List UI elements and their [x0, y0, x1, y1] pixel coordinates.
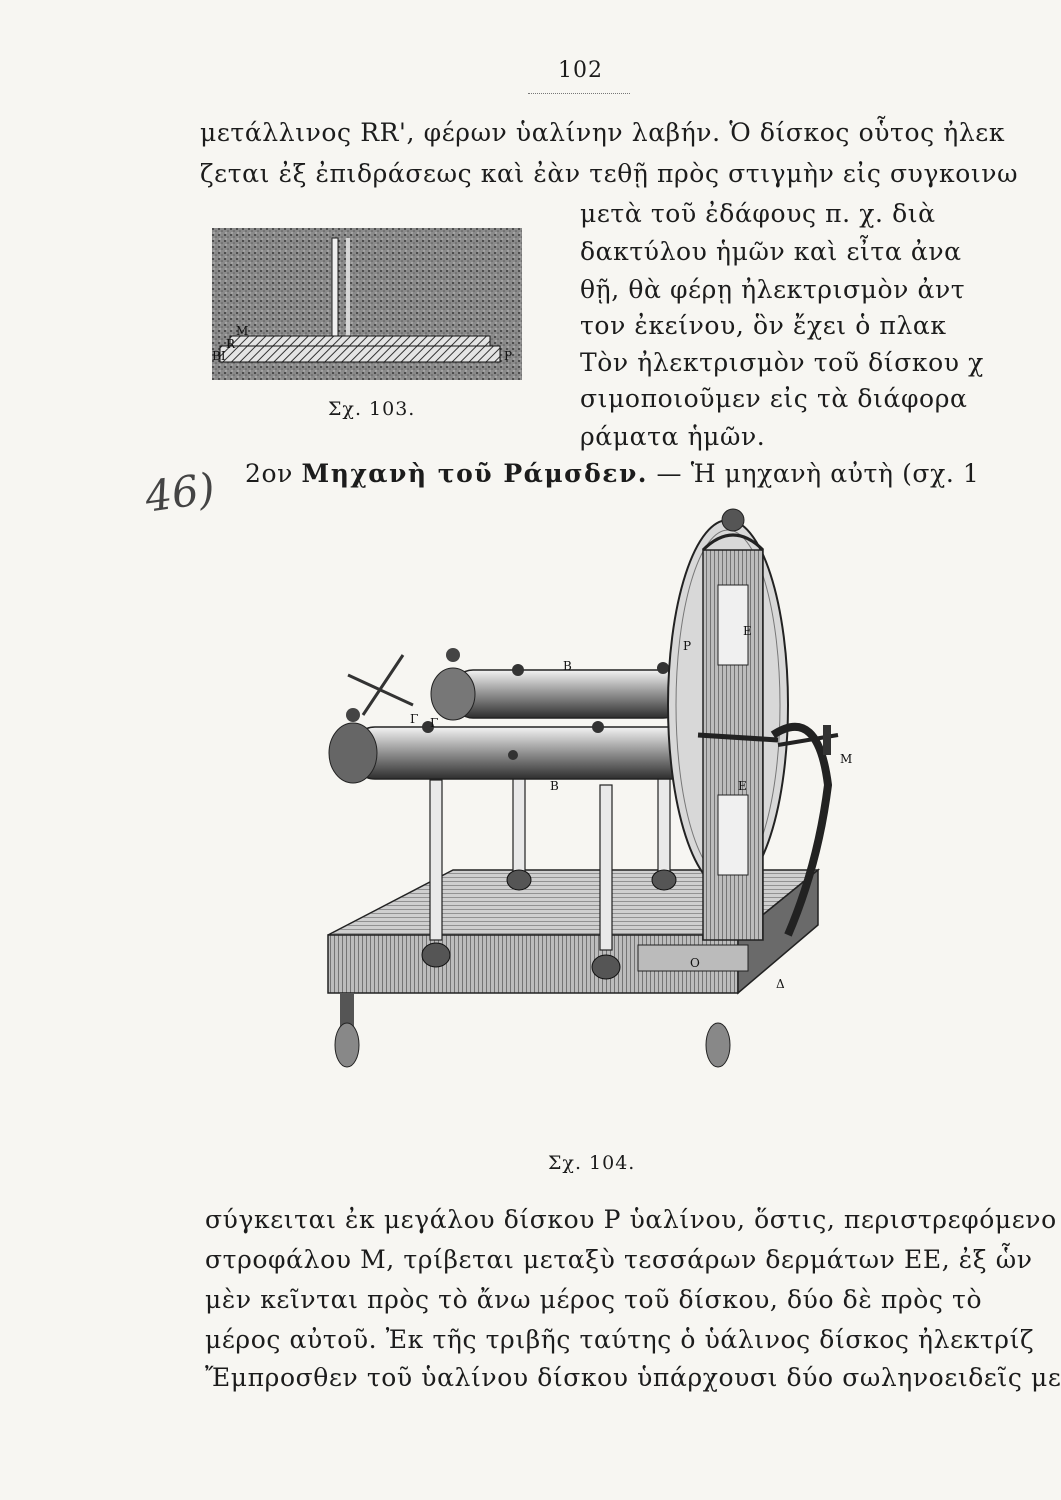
- text-line-right-2: δακτύλου ἡμῶν καὶ εἶτα ἀνα: [580, 237, 962, 266]
- text-line-right-1: μετὰ τοῦ ἐδάφους π. χ. διὰ: [580, 199, 936, 228]
- text-line-top-1: μετάλλινος RR', φέρων ὑαλίνην λαβήν. Ὁ δίσκος οὗτος ἠλεκ: [200, 118, 1006, 147]
- fig104-label-gamma-2: Γ: [430, 716, 439, 730]
- fig104-label-delta: Δ: [776, 977, 785, 991]
- text-line-right-3: θῇ, θὰ φέρῃ ἠλεκτρισμὸν ἀντ: [580, 275, 966, 304]
- fig103-label-p: P: [504, 349, 513, 363]
- fig104-label-p: P: [683, 639, 692, 653]
- text-line-right-6: σιμοποιοῦμεν εἰς τὰ διάφορα: [580, 384, 968, 413]
- fig104-label-e-top: E: [743, 624, 752, 638]
- text-line-right-7: ράματα ἡμῶν.: [580, 422, 766, 451]
- fig104-label-m: M: [840, 752, 853, 766]
- section-title: Μηχανὴ τοῦ Ράμσδεν.: [301, 459, 649, 488]
- fig104-label-b-bottom: B: [550, 779, 559, 793]
- fig104-label-o: O: [690, 956, 700, 970]
- figure-104-caption: Σχ. 104.: [548, 1152, 636, 1174]
- section-heading-line: [245, 459, 979, 488]
- text-line-bottom-2: στροφάλου M, τρίβεται μεταξὺ τεσσάρων δερμάτων EE, ἐξ ὧν: [205, 1245, 1033, 1274]
- handwritten-margin-note: 46): [141, 463, 218, 522]
- fig103-label-b: BI: [212, 349, 226, 363]
- page-number: 102: [558, 58, 603, 83]
- section-heading-text: — Ἡ μηχανὴ αὐτὴ (σχ. 1: [648, 459, 980, 488]
- fig104-label-e-bottom: E: [738, 779, 747, 793]
- fig104-label-b-top: B: [563, 659, 572, 673]
- text-line-right-5: Τὸν ἠλεκτρισμὸν τοῦ δίσκου χ: [580, 348, 984, 377]
- text-line-bottom-4: μέρος αὐτοῦ. Ἐκ τῆς τριβῆς ταύτης ὁ ὑάλινος δίσκος ἠλεκτρίζ: [205, 1325, 1035, 1354]
- section-number: 2ον: [245, 459, 302, 488]
- figure-103-electrophorus: [212, 228, 522, 380]
- text-line-bottom-3: μὲν κεῖνται πρὸς τὸ ἄνω μέρος τοῦ δίσκου, δύο δὲ πρὸς τὸ: [205, 1285, 983, 1314]
- text-line-bottom-5: Ἔμπροσθεν τοῦ ὑαλίνου δίσκου ὑπάρχουσι δύο σωληνοειδεῖς με: [205, 1363, 1061, 1392]
- text-line-top-2: ζεται ἐξ ἐπιδράσεως καὶ ἐὰν τεθῇ πρὸς στιγμὴν εἰς συγκοινω: [200, 159, 1019, 188]
- page-number-rule: [528, 93, 630, 94]
- fig103-label-m: M: [236, 324, 249, 338]
- text-line-bottom-1: σύγκειται ἐκ μεγάλου δίσκου P ὑαλίνου, ὅστις, περιστρεφόμενο: [205, 1205, 1057, 1234]
- figure-103-caption: Σχ. 103.: [328, 398, 416, 420]
- text-line-right-4: τον ἐκείνου, ὃν ἔχει ὁ πλακ: [580, 311, 947, 340]
- fig103-label-r: R: [226, 337, 236, 351]
- figure-104-ramsden-machine: [318, 505, 858, 1100]
- fig104-label-gamma-1: Γ: [410, 712, 419, 726]
